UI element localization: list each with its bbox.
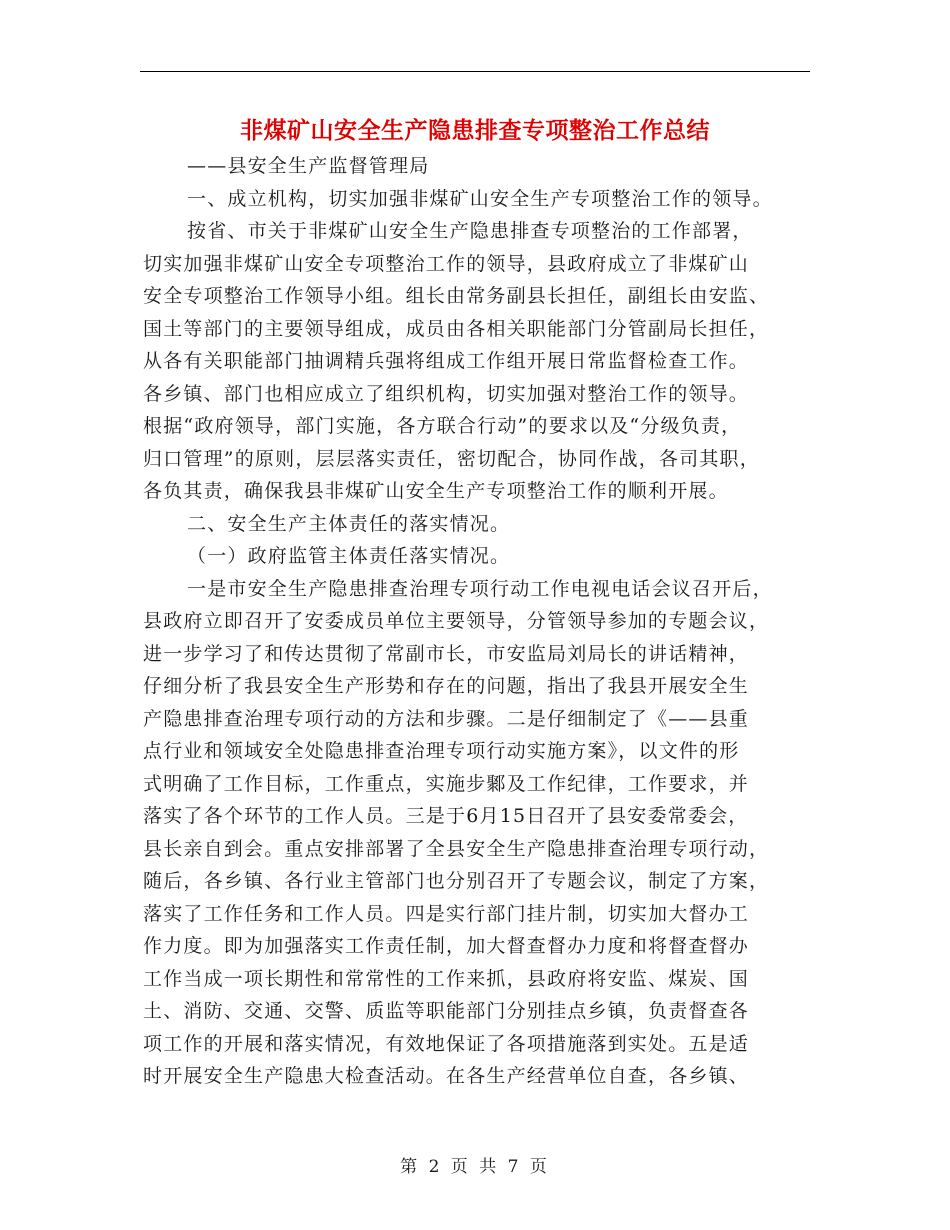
body-line: 落实了各个环节的工作人员。三是于6月15日召开了县安委常委会， — [143, 805, 749, 827]
body-line: 国土等部门的主要领导组成，成员由各相关职能部门分管副局长担任， — [143, 317, 770, 340]
page-footer: 第 2 页 共 7 页 — [400, 1157, 550, 1177]
body-line: 县长亲自到会。重点安排部署了全县安全生产隐患排查治理专项行动， — [143, 837, 770, 860]
body-line: 按省、市关于非煤矿山安全生产隐患排查专项整治的工作部署， — [187, 220, 753, 242]
body-line: 县政府立即召开了安委成员单位主要领导，分管领导参加的专题会议， — [143, 610, 770, 632]
body-line: 切实加强非煤矿山安全专项整治工作的领导，县政府成立了非煤矿山 — [143, 252, 750, 275]
document-body — [143, 150, 823, 1093]
body-line: 落实了工作任务和工作人员。四是实行部门挂片制，切实加大督办工 — [143, 902, 750, 925]
body-line: 仔细分析了我县安全生产形势和存在的问题，指出了我县开展安全生 — [143, 675, 750, 697]
body-line: 产隐患排查治理专项行动的方法和步骤。二是仔细制定了《——县重 — [143, 707, 750, 730]
body-line: 作力度。即为加强落实工作责任制，加大督查督办力度和将督查督办 — [143, 935, 750, 957]
body-line: 随后，各乡镇、各行业主管部门也分别召开了专题会议，制定了方案， — [143, 870, 770, 892]
body-line: 进一步学习了和传达贯彻了常副市长，市安监局刘局长的讲话精神， — [143, 642, 750, 665]
document-title: 非煤矿山安全生产隐患排查专项整治工作总结 — [240, 117, 710, 144]
body-line: 式明确了工作目标，工作重点，实施步鄹及工作纪律，工作要求，并 — [143, 772, 750, 795]
body-line: 点行业和领域安全处隐患排查治理专项行动实施方案》，以文件的形 — [143, 740, 740, 762]
body-line: 安全专项整治工作领导小组。组长由常务副县长担任，副组长由安监、 — [143, 285, 770, 307]
body-line: 二、安全生产主体责任的落实情况。 — [187, 512, 511, 535]
body-line: 一是市安全生产隐患排查治理专项行动工作电视电话会议召开后， — [187, 577, 773, 600]
body-line: 时开展安全生产隐患大检查活动。在各生产经营单位自查，各乡镇、 — [143, 1065, 750, 1087]
body-line: 工作当成一项长期性和常常性的工作来抓，县政府将安监、煤炭、国 — [143, 967, 750, 990]
body-line: 土、消防、交通、交警、质监等职能部门分别挂点乡镇，负责督查各 — [143, 1000, 750, 1022]
body-line: 从各有关职能部门抽调精兵强将组成工作组开展日常监督检查工作。 — [143, 350, 750, 372]
header-rule — [140, 71, 810, 72]
body-line: 根据“政府领导，部门实施，各方联合行动”的要求以及“分级负责， — [143, 415, 742, 437]
body-line: 各负其责，确保我县非煤矿山安全生产专项整治工作的顺利开展。 — [143, 480, 729, 502]
body-line: ——县安全生产监督管理局 — [187, 155, 430, 177]
body-line: 项工作的开展和落实情况，有效地保证了各项措施落到实处。五是适 — [143, 1032, 750, 1055]
body-line: 归口管理”的原则，层层落实责任，密切配合，协同作战，各司其职， — [143, 447, 760, 470]
body-line: 各乡镇、部门也相应成立了组织机构，切实加强对整治工作的领导。 — [143, 382, 750, 405]
body-line: 一、成立机构，切实加强非煤矿山安全生产专项整治工作的领导。 — [187, 187, 773, 210]
body-line: （一）政府监管主体责任落实情况。 — [187, 545, 511, 567]
